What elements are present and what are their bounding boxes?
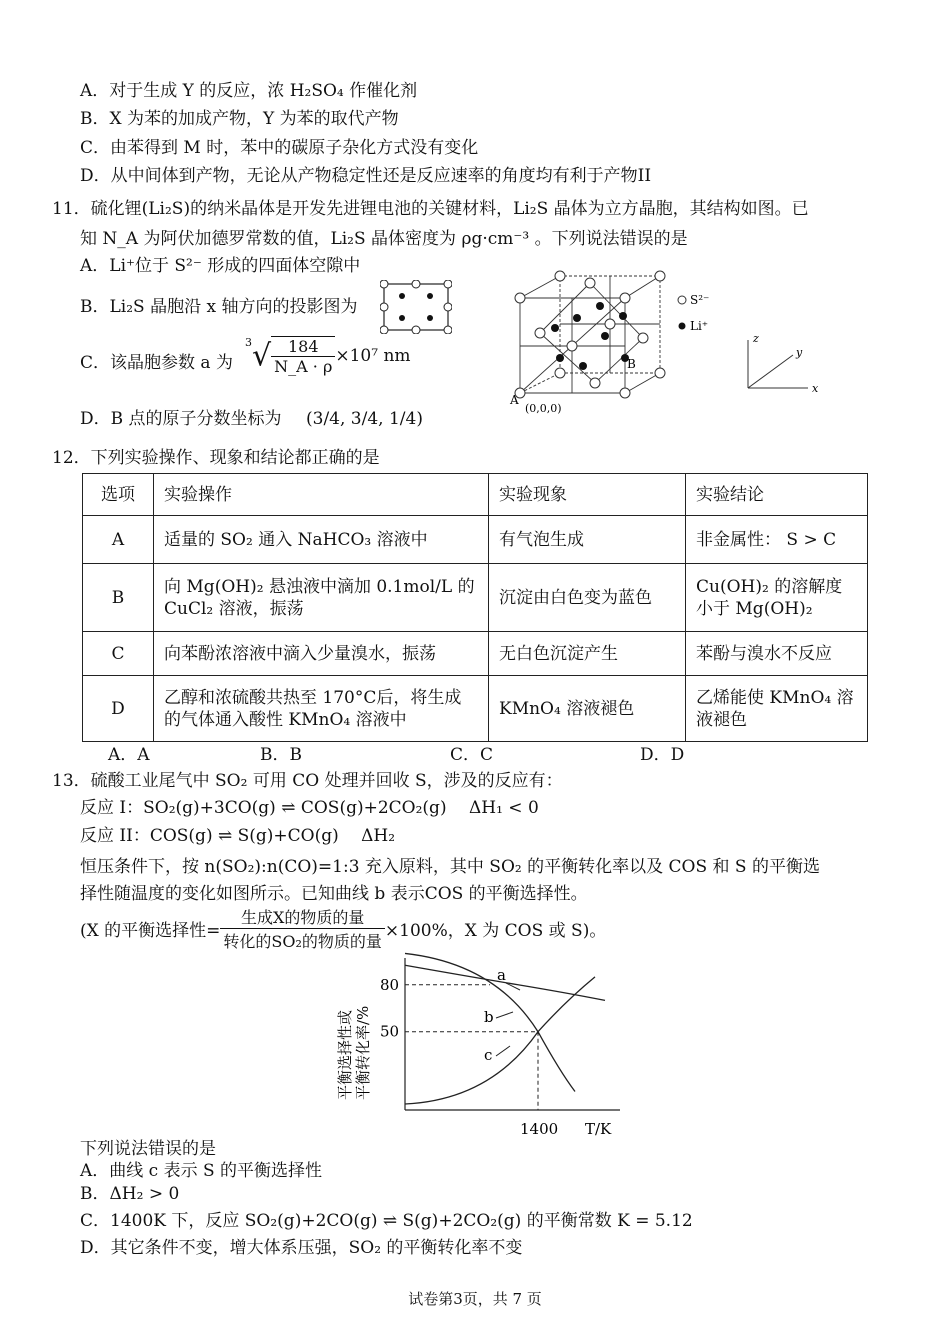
q13-option-d: D．其它条件不变，增大体系压强，SO₂ 的平衡转化率不变 [80, 1238, 523, 1258]
definition-numerator: 生成X的物质的量 [220, 905, 385, 929]
page-footer: 试卷第3页，共 7 页 [408, 1290, 542, 1308]
axis-z-label: z [753, 332, 759, 345]
y-axis-label-2: 平衡转化率/% [354, 1005, 372, 1100]
definition-prefix: (X 的平衡选择性= [80, 921, 221, 941]
q13-option-c: C．1400K 下，反应 SO₂(g)+2CO(g) ⇌ S(g)+2CO₂(g) 的平衡常数 K = 5.12 [80, 1211, 693, 1231]
q11-option-b: B．Li₂S 晶胞沿 x 轴方向的投影图为 [80, 297, 358, 317]
point-b-label: B [627, 357, 636, 371]
table-cell: 非金属性： S > C [686, 516, 868, 564]
q13-option-a: A．曲线 c 表示 S 的平衡选择性 [80, 1161, 323, 1181]
table-cell: 适量的 SO₂ 通入 NaHCO₃ 溶液中 [154, 516, 489, 564]
curve-label-b: b [484, 1008, 494, 1026]
formula-denominator: N_A · ρ [274, 357, 333, 376]
table-cell: 乙烯能使 KMnO₄ 溶液褪色 [686, 676, 868, 742]
table-cell: KMnO₄ 溶液褪色 [489, 676, 686, 742]
q11-option-d-coord: (3/4, 3/4, 1/4) [306, 409, 423, 429]
table-cell: 向苯酚浓溶液中滴入少量溴水，振荡 [154, 632, 489, 676]
table-cell: 苯酚与溴水不反应 [686, 632, 868, 676]
table-cell: 向 Mg(OH)₂ 悬浊液中滴加 0.1mol/L 的 CuCl₂ 溶液，振荡 [154, 564, 489, 632]
table-header: 实验现象 [489, 474, 686, 516]
q10-option-a: A．对于生成 Y 的反应，浓 H₂SO₄ 作催化剂 [80, 81, 418, 101]
x-axis-label: T/K [585, 1120, 612, 1138]
y-tick-80: 80 [380, 975, 400, 994]
table-header: 实验结论 [686, 474, 868, 516]
table-row [83, 676, 868, 742]
formula-numerator: 184 [271, 337, 335, 357]
y-tick-50: 50 [380, 1022, 400, 1041]
q12-answer-d: D．D [640, 745, 685, 765]
q10-option-b: B．X 为苯的加成产物，Y 为苯的取代产物 [80, 109, 399, 129]
experiment-table [82, 473, 868, 742]
q11-option-c-label: C．该晶胞参数 a 为 [80, 353, 233, 373]
q12-answer-b: B．B [260, 745, 302, 765]
definition-suffix: ×100%，X 为 COS 或 S)。 [384, 921, 607, 941]
table-cell: C [83, 632, 154, 676]
y-axis-label-1: 平衡选择性或 [336, 1009, 354, 1100]
q12-answer-a: A．A [108, 745, 150, 765]
table-row [83, 516, 868, 564]
q13-ask: 下列说法错误的是 [80, 1139, 216, 1159]
table-header: 实验操作 [154, 474, 489, 516]
curve-label-c: c [484, 1046, 493, 1064]
formula-unit: ×10⁷ nm [335, 346, 411, 366]
axis-triad [738, 330, 828, 400]
table-cell: D [83, 676, 154, 742]
q12-answer-c: C．C [450, 745, 494, 765]
x-tick-1400: 1400 [520, 1120, 559, 1138]
table-cell: 沉淀由白色变为蓝色 [489, 564, 686, 632]
legend-s-ion: S²⁻ [690, 293, 710, 307]
definition-denominator: 转化的SO₂的物质的量 [223, 932, 382, 951]
projection-diagram [380, 280, 452, 334]
q11-option-c-formula: $^3$√ $\frac{184}{N\_A \cdot \rho}$ ×10⁷ nm [245, 336, 411, 376]
table-cell: 有气泡生成 [489, 516, 686, 564]
selectivity-chart [320, 950, 640, 1140]
q11-stem-line2: 知 N_A 为阿伏加德罗常数的值，Li₂S 晶体密度为 ρg·cm⁻³ 。下列说法错误的是 [80, 229, 688, 249]
q13-option-b: B．ΔH₂ > 0 [80, 1184, 180, 1204]
table-cell: 乙醇和浓硫酸共热至 170°C后，将生成的气体通入酸性 KMnO₄ 溶液中 [154, 676, 489, 742]
table-header-row [83, 474, 868, 516]
table-cell: A [83, 516, 154, 564]
q13-reaction-2: 反应 II：COS(g) ⇌ S(g)+CO(g) ΔH₂ [80, 826, 396, 846]
table-row [83, 632, 868, 676]
curve-label-a: a [497, 966, 506, 984]
q11-stem-line1: 11．硫化锂(Li₂S)的纳米晶体是开发先进锂电池的关键材料，Li₂S 晶体为立方晶胞，其结构如图。已 [52, 199, 809, 219]
table-row [83, 564, 868, 632]
q13-condition-line2: 择性随温度的变化如图所示。已知曲线 b 表示COS 的平衡选择性。 [80, 884, 588, 904]
table-cell: B [83, 564, 154, 632]
q12-stem: 12．下列实验操作、现象和结论都正确的是 [52, 448, 380, 468]
series-line-c [405, 977, 595, 1104]
table-header: 选项 [83, 474, 154, 516]
q10-option-d: D．从中间体到产物，无论从产物稳定性还是反应速率的角度均有利于产物II [80, 166, 652, 186]
q13-definition [80, 905, 606, 952]
q13-condition-line1: 恒压条件下，按 n(SO₂):n(CO)=1:3 充入原料，其中 SO₂ 的平衡转化率以及 COS 和 S 的平衡选 [80, 857, 820, 877]
table-cell: Cu(OH)₂ 的溶解度小于 Mg(OH)₂ [686, 564, 868, 632]
q10-option-c: C．由苯得到 M 时，苯中的碳原子杂化方式没有变化 [80, 138, 479, 158]
q13-reaction-1: 反应 I：SO₂(g)+3CO(g) ⇌ COS(g)+2CO₂(g) ΔH₁ < 0 [80, 798, 539, 818]
axis-x-label: x [812, 382, 819, 395]
crystal-cell-diagram [505, 258, 745, 418]
axis-y-label: y [796, 346, 803, 359]
legend-li-ion: Li⁺ [690, 319, 709, 333]
point-a-label: A [510, 393, 519, 407]
q11-option-a: A．Li⁺位于 S²⁻ 形成的四面体空隙中 [80, 256, 361, 276]
table-cell: 无白色沉淀产生 [489, 632, 686, 676]
q11-option-d-label: D．B 点的原子分数坐标为 [80, 409, 282, 429]
q13-stem: 13．硫酸工业尾气中 SO₂ 可用 CO 处理并回收 S，涉及的反应有： [52, 771, 563, 791]
origin-label: (0,0,0) [525, 402, 562, 415]
